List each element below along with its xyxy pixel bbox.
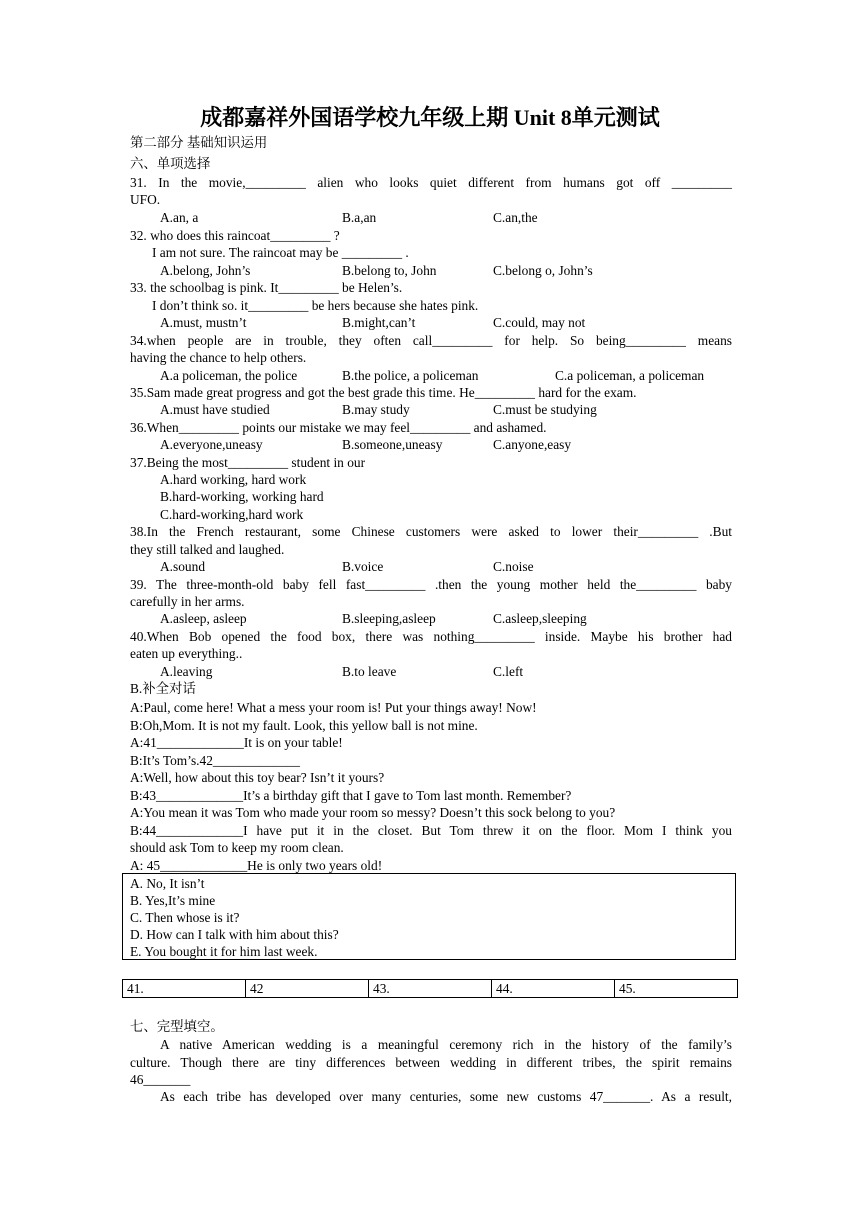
question-32-line-2: I am not sure. The raincoat may be _________ . — [152, 245, 409, 260]
option-c: C.asleep,sleeping — [493, 611, 587, 626]
question-40-line-1: 40.When Bob opened the food box, there was nothing_________ inside. Maybe his brother had — [130, 629, 732, 644]
dialogue-line: B:It’s Tom’s.42_____________ — [130, 753, 300, 768]
option-b: B.to leave — [342, 664, 397, 679]
question-31-line-2: UFO. — [130, 192, 161, 207]
question-32-line-1: 32. who does this raincoat_________ ? — [130, 228, 340, 243]
dialogue-option: B. Yes,It’s mine — [130, 893, 216, 908]
question-34-line-2: having the chance to help others. — [130, 350, 307, 365]
question-37-option-c — [160, 506, 740, 523]
passage-line: culture. Though there are tiny differences between wedding in different tribes, the spirit remains — [130, 1055, 732, 1070]
section7-heading: 七、完型填空。 — [130, 1019, 224, 1034]
question-31-line-1: 31. In the movie,_________ alien who looks quiet different from humans got off _________ — [130, 175, 732, 190]
option-b: B.hard-working, working hard — [160, 489, 324, 504]
option-a: A.leaving — [160, 664, 213, 679]
answer-cell-41[interactable]: 41. — [123, 980, 246, 998]
question-34-line-1: 34.when people are in trouble, they often call_________ for help. So being_________ means — [130, 333, 732, 348]
answer-cell-44[interactable]: 44. — [492, 980, 615, 998]
question-40-line-2: eaten up everything.. — [130, 646, 243, 661]
passage-line: 46_______ — [130, 1072, 191, 1087]
question-34-options — [160, 367, 740, 384]
option-c: C.left — [493, 664, 524, 679]
option-b: B.a,an — [342, 210, 377, 225]
option-a: A.an, a — [160, 210, 199, 225]
dialogue-line: B:43_____________It’s a birthday gift that I gave to Tom last month. Remember? — [130, 788, 572, 803]
answer-cell-45[interactable]: 45. — [615, 980, 738, 998]
option-a: A.a policeman, the police — [160, 368, 298, 383]
option-b: B.voice — [342, 559, 384, 574]
passage-line: As each tribe has developed over many centuries, some new customs 47_______. As a result, — [160, 1089, 732, 1104]
option-c: C.anyone,easy — [493, 437, 572, 452]
option-b: B.the police, a policeman — [342, 368, 479, 383]
dialogue-line: A:Well, how about this toy bear? Isn’t it yours? — [130, 770, 385, 785]
question-37-line-1: 37.Being the most_________ student in our — [130, 455, 366, 470]
dialogue-line: B:44_____________I have put it in the closet. But Tom threw it on the floor. Mom I think you — [130, 823, 732, 838]
answer-cell-43[interactable]: 43. — [369, 980, 492, 998]
answer-cell-42[interactable]: 42 — [246, 980, 369, 998]
option-a: A.belong, John’s — [160, 263, 251, 278]
option-c: C.noise — [493, 559, 534, 574]
option-a: A.must, mustn’t — [160, 315, 247, 330]
question-35-options — [160, 401, 740, 418]
option-c: C.a policeman, a policeman — [555, 368, 705, 383]
dialogue-option: C. Then whose is it? — [130, 910, 240, 925]
question-40-options — [160, 663, 740, 680]
dialogue-options-box — [122, 873, 736, 960]
question-31-options — [160, 209, 740, 226]
dialogue-option: A. No, It isn’t — [130, 876, 205, 891]
passage-line: A native American wedding is a meaningful ceremony rich in the history of the family’s — [160, 1037, 732, 1052]
option-a: A.sound — [160, 559, 206, 574]
answer-table — [122, 979, 738, 998]
option-c: C.must be studying — [493, 402, 597, 417]
dialogue-line: B:Oh,Mom. It is not my fault. Look, this yellow ball is not mine. — [130, 718, 478, 733]
question-39-line-2: carefully in her arms. — [130, 594, 245, 609]
table-row — [123, 980, 738, 998]
page-title: 成都嘉祥外国语学校九年级上期 Unit 8单元测试 — [200, 105, 660, 130]
question-39-line-1: 39. The three-month-old baby fell fast_________ .then the young mother held the_________ baby — [130, 577, 732, 592]
dialogue-option: E. You bought it for him last week. — [130, 944, 318, 959]
dialogue-line: A:Paul, come here! What a mess your room is! Put your things away! Now! — [130, 700, 537, 715]
dialogue-line: should ask Tom to keep my room clean. — [130, 840, 344, 855]
question-36-line-1: 36.When_________ points our mistake we may feel_________ and ashamed. — [130, 420, 547, 435]
part2-heading: 第二部分 基础知识运用 — [130, 135, 268, 150]
option-a: A.asleep, asleep — [160, 611, 247, 626]
dialogue-line: A:41_____________It is on your table! — [130, 735, 343, 750]
option-b: B.belong to, John — [342, 263, 437, 278]
question-39-options — [160, 610, 740, 627]
question-38-line-2: they still talked and laughed. — [130, 542, 285, 557]
option-b: B.someone,uneasy — [342, 437, 443, 452]
question-37-option-a — [160, 471, 740, 488]
option-c: C.could, may not — [493, 315, 586, 330]
option-c: C.an,the — [493, 210, 538, 225]
dialogue-line: A: 45_____________He is only two years old! — [130, 858, 383, 873]
dialogue-heading: B.补全对话 — [130, 681, 196, 696]
option-b: B.may study — [342, 402, 410, 417]
question-32-options — [160, 262, 740, 279]
option-b: B.sleeping,asleep — [342, 611, 436, 626]
question-38-options — [160, 558, 740, 575]
question-33-line-2: I don’t think so. it_________ be hers because she hates pink. — [152, 298, 479, 313]
option-c: C.hard-working,hard work — [160, 507, 304, 522]
question-33-line-1: 33. the schoolbag is pink. It_________ be Helen’s. — [130, 280, 403, 295]
option-a: A.must have studied — [160, 402, 270, 417]
question-36-options — [160, 436, 740, 453]
dialogue-line: A:You mean it was Tom who made your room so messy? Doesn’t this sock belong to you? — [130, 805, 616, 820]
option-a: A.hard working, hard work — [160, 472, 307, 487]
question-33-options — [160, 314, 740, 331]
section6-heading: 六、单项选择 — [130, 156, 211, 171]
option-b: B.might,can’t — [342, 315, 416, 330]
question-37-option-b — [160, 488, 740, 505]
question-35-line-1: 35.Sam made great progress and got the best grade this time. He_________ hard for the exam. — [130, 385, 637, 400]
dialogue-option: D. How can I talk with him about this? — [130, 927, 339, 942]
question-38-line-1: 38.In the French restaurant, some Chinese customers were asked to lower their_________ .But — [130, 524, 732, 539]
option-c: C.belong o, John’s — [493, 263, 593, 278]
option-a: A.everyone,uneasy — [160, 437, 263, 452]
